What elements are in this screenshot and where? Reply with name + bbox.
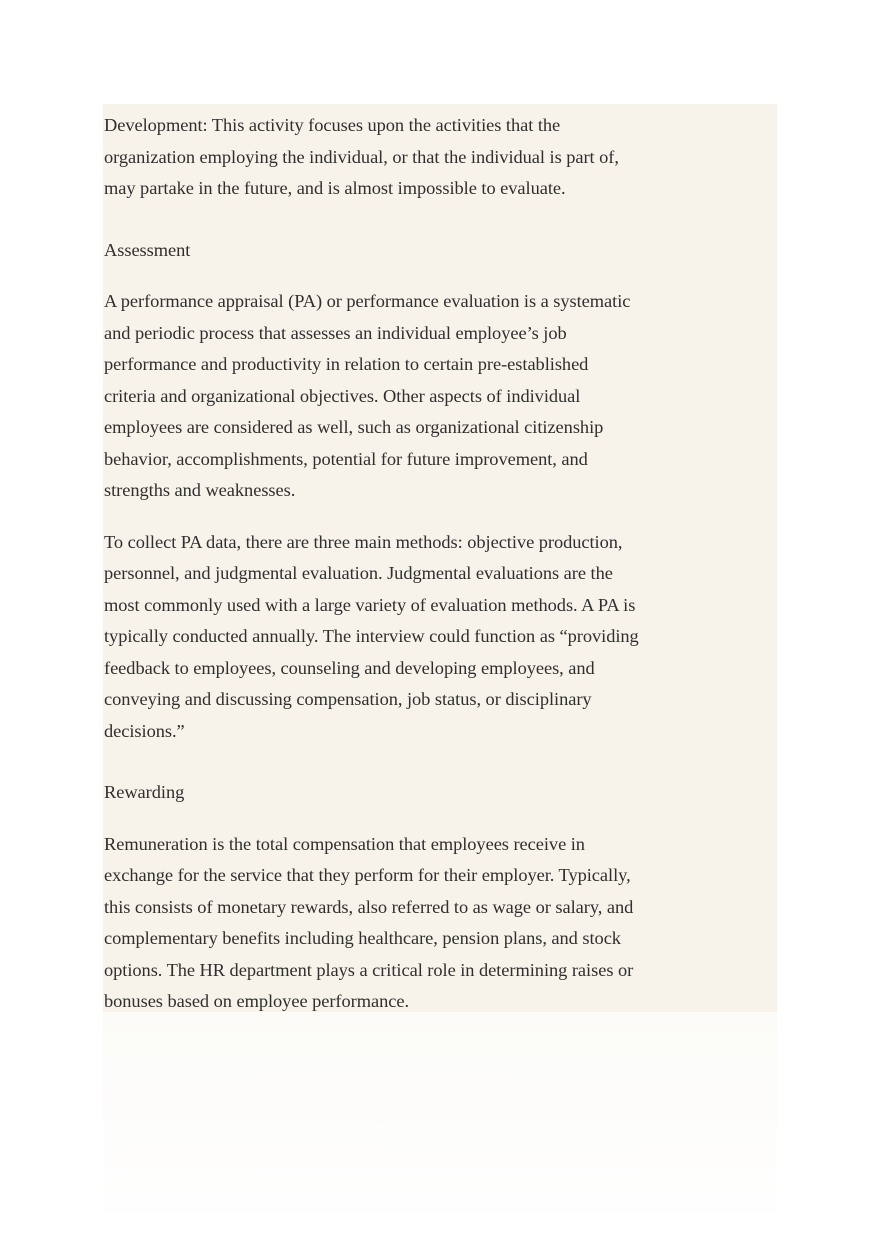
content-fade-background [103, 1012, 777, 1212]
assessment-paragraph-2: To collect PA data, there are three main methods: objective production, personnel, and judgmental evaluation. Judgmental evaluations are the most commonly used with a large variety of evaluation methods. A PA is typically conducted annually. The interview could function as “providing feedback to employees, counseling and developing employees, and conveying and discussing compensation, job status, or disciplinary decisions.” [104, 531, 639, 741]
development-paragraph: Development: This activity focuses upon the activities that the organization employing the individual, or that the individual is part of, may partake in the future, and is almost impossible to evaluate. [104, 115, 619, 198]
rewarding-heading: Rewarding [104, 782, 185, 802]
assessment-paragraph-1: A performance appraisal (PA) or performance evaluation is a systematic and periodic process that assesses an individual employee’s job performance and productivity in relation to certain pre-established criteria and organizational objectives. Other aspects of individual employees are considered as well, such as organizational citizenship behavior, accomplishments, potential for future improvement, and strengths and weaknesses. [104, 291, 631, 500]
assessment-heading: Assessment [104, 239, 191, 260]
document-text [104, 110, 644, 1018]
rewarding-paragraph: Remuneration is the total compensation that employees receive in exchange for the service that they perform for their employer. Typically, this consists of monetary rewards, also referred to as wage or salary, and complementary benefits including healthcare, pension plans, and stock options. The HR department plays a critical role in determining raises or bonuses based on employee performance. [104, 833, 634, 1011]
